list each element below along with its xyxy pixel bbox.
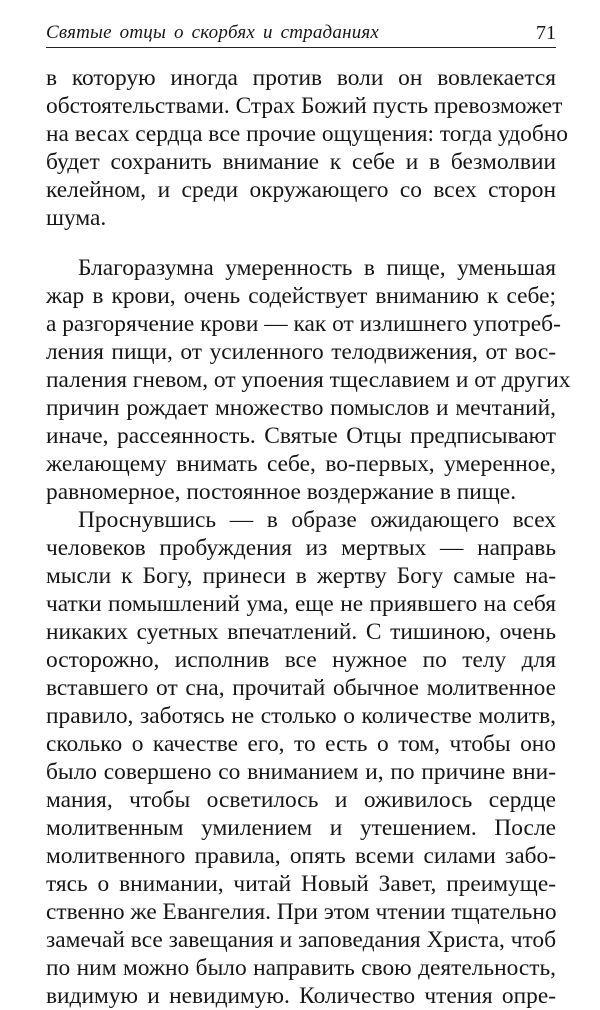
text-line: осторожно, исполнив все нужное по телу для	[46, 647, 556, 673]
text-line: ления пищи, от усиленного телодвижения, от вос-	[46, 339, 556, 365]
text-line: правило, заботясь не столько о количестве молитв,	[46, 703, 556, 729]
text-line: человеков пробуждения из мертвых — направь	[46, 535, 556, 561]
running-header	[46, 21, 556, 48]
paragraph-1	[46, 64, 568, 232]
text-line: Благоразумна умеренность в пище, уменьшая	[78, 255, 556, 281]
text-line: а разгорячение крови — как от излишнего употреб-	[46, 311, 561, 337]
text-line: шума.	[46, 205, 107, 231]
text-line: келейном, и среди окружающего со всех сторон	[46, 177, 556, 203]
page-number: 71	[536, 22, 556, 44]
paragraph-3	[46, 506, 556, 1010]
body-text	[46, 64, 571, 1010]
text-line: в которую иногда против воли он вовлекается	[46, 65, 556, 91]
paragraph-gap	[46, 232, 556, 254]
text-line: видимую и невидимую. Количество чтения опре-	[46, 983, 556, 1009]
text-line: мания, чтобы осветилось и оживилось сердце	[46, 787, 556, 813]
text-line: мысли к Богу, принеси в жертву Богу самые на-	[46, 563, 556, 589]
text-line: чатки помышлений ума, еще не приявшего на себя	[46, 591, 556, 617]
text-line: сколько о качестве его, то есть о том, чтобы оно	[46, 731, 556, 757]
text-line: Проснувшись — в образе ожидающего всех	[78, 507, 556, 533]
paragraph-2	[46, 254, 571, 506]
text-line: желающему внимать себе, во-первых, умеренное,	[46, 451, 556, 477]
text-line: причин рождает множество помыслов и мечтаний,	[46, 395, 556, 421]
text-line: будет сохранить внимание к себе и в безмолвии	[46, 149, 556, 175]
text-line: вставшего от сна, прочитай обычное молитвенное	[46, 675, 556, 701]
text-line: жар в крови, очень содействует вниманию к себе;	[46, 283, 556, 309]
text-line: никаких суетных впечатлений. С тишиною, очень	[46, 619, 556, 645]
text-line: ственно же Евангелия. При этом чтении тщательно	[46, 899, 557, 925]
text-line: по ним можно было направить свою деятельность,	[46, 955, 556, 981]
text-line: замечай все завещания и заповедания Христа, чтоб	[46, 927, 556, 953]
text-line: паления гневом, от упоения тщеславием и от других	[46, 367, 571, 393]
text-line: иначе, рассеянность. Святые Отцы предписывают	[46, 423, 556, 449]
text-line: было совершено со вниманием и, по причине вни-	[46, 759, 556, 785]
text-line: молитвенного правила, опять всеми силами забо-	[46, 843, 556, 869]
text-line: равномерное, постоянное воздержание в пище.	[46, 479, 517, 505]
text-line: молитвенным умилением и утешением. После	[46, 815, 556, 841]
text-line: на весах сердца все прочие ощущения: тогда удобно	[46, 121, 568, 147]
text-line: обстоятельствами. Страх Божий пусть превозможет	[46, 93, 563, 119]
running-title: Святые отцы о скорбях и страданиях	[46, 22, 380, 43]
text-line: тясь о внимании, читай Новый Завет, преимуще-	[46, 871, 556, 897]
